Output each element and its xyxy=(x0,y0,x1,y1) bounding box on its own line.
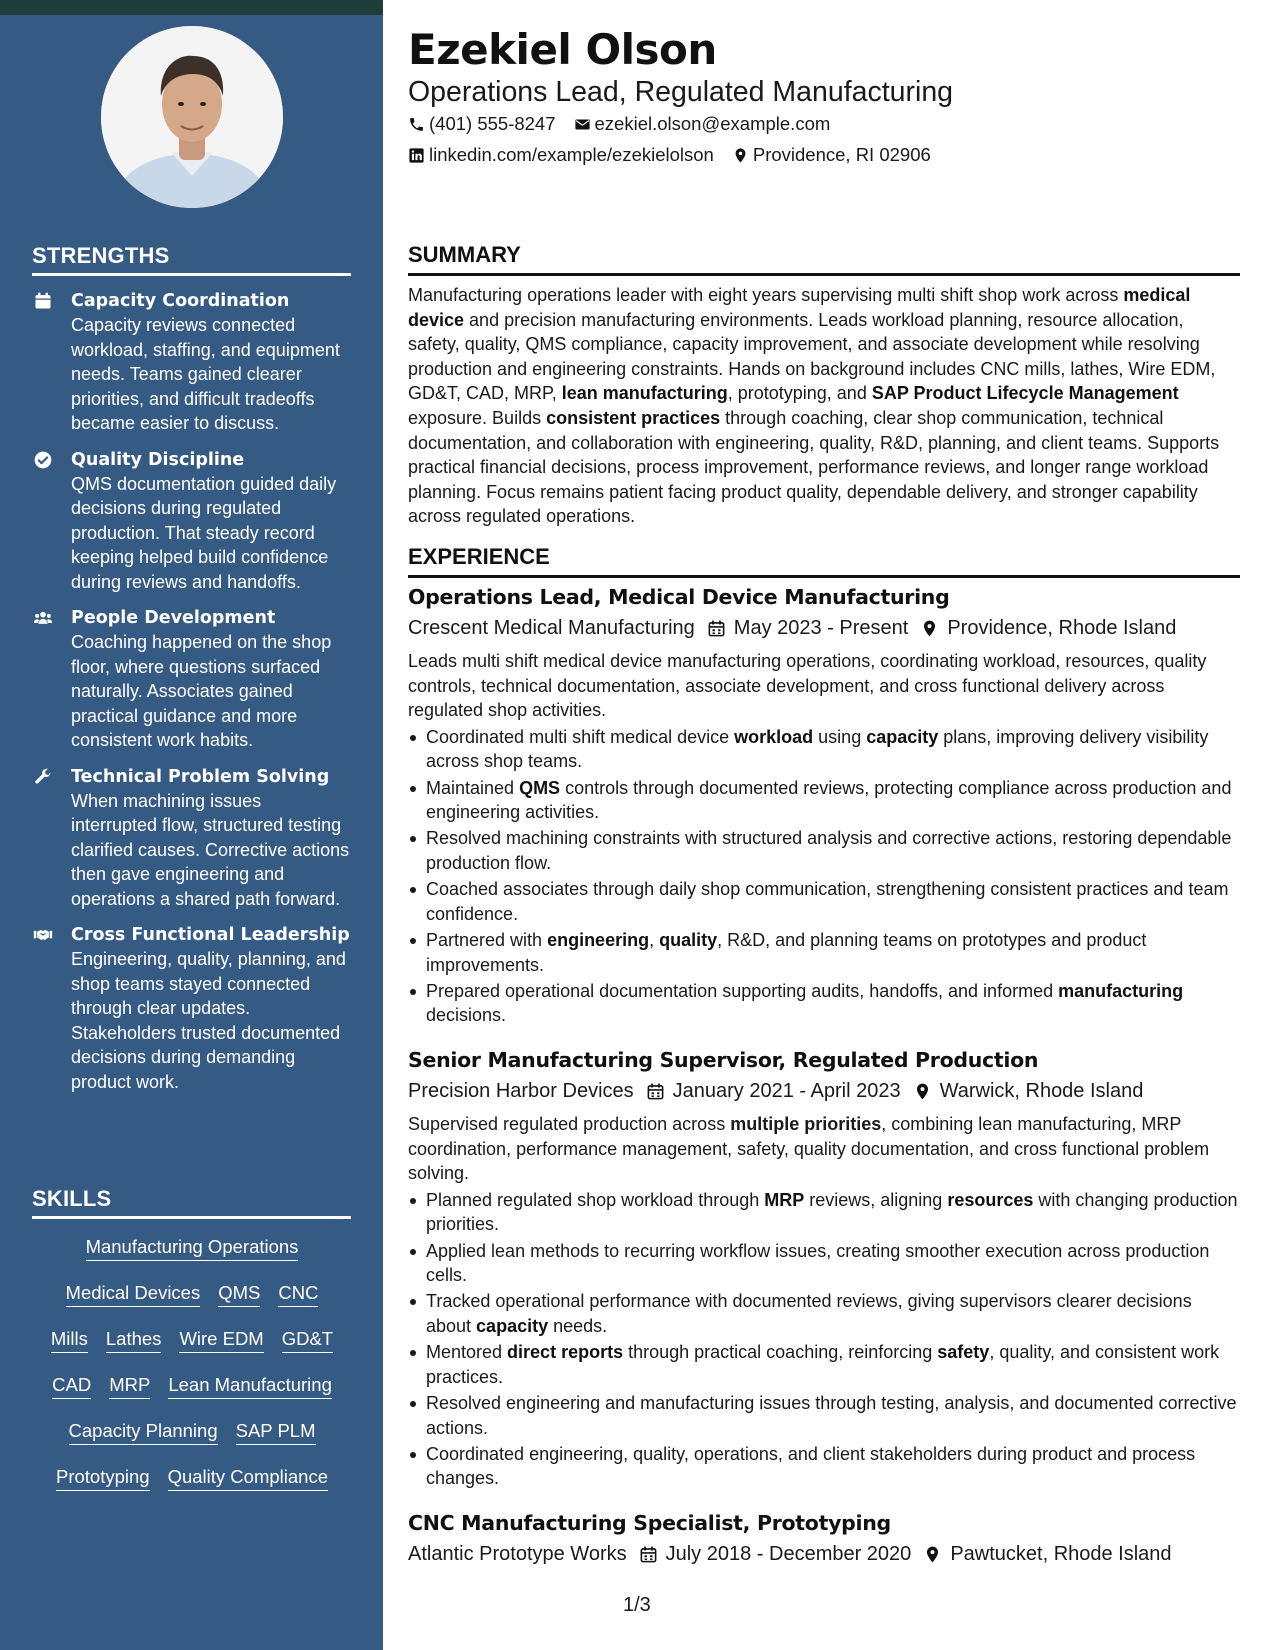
skills-row xyxy=(32,1235,352,1261)
skill-tag: Manufacturing Operations xyxy=(86,1235,299,1261)
text-run: Coached associates through daily shop communication, strengthening consistent practices and team confidence. xyxy=(426,879,1229,924)
text-run: reviews, aligning xyxy=(804,1189,948,1210)
text-run: Coordinated engineering, quality, operations, and client stakeholders during product and process changes. xyxy=(426,1443,1196,1489)
job-entry xyxy=(408,1509,1240,1569)
emphasis-text: direct reports xyxy=(507,1342,624,1363)
strength-item xyxy=(32,289,352,436)
contact-phone[interactable] xyxy=(408,112,556,136)
skill-tag: Capacity Planning xyxy=(69,1419,218,1445)
text-run: through coaching, clear shop communication, technical documentation, and collaboration with engineering, quality, R&D, planning, and client teams. Supports practical financial decisions, process improvement, performance reviews, and longer range workload planning. Focus remains patient facing product quality, dependable delivery, and stronger capability across regulated operations. xyxy=(408,407,1220,527)
skill-tag: Quality Compliance xyxy=(168,1465,328,1491)
bullet-item xyxy=(408,1239,1240,1288)
strength-title: Cross Functional Leadership xyxy=(71,925,350,945)
emphasis-text: engineering xyxy=(547,929,650,950)
emphasis-text: workload xyxy=(734,726,814,747)
contact-location xyxy=(732,143,931,167)
job-description xyxy=(408,1112,1240,1186)
text-run: , quality, and consistent work practices. xyxy=(426,1342,1220,1387)
emphasis-text: capacity xyxy=(476,1315,549,1336)
strength-title: People Development xyxy=(71,608,276,628)
skills-row xyxy=(32,1281,352,1307)
job-title: Operations Lead, Medical Device Manufacturing xyxy=(408,585,950,609)
emphasis-text: medical device xyxy=(408,285,1191,330)
envelope-icon xyxy=(574,116,591,133)
text-run: Tracked operational performance with documented reviews, giving supervisors clearer decisions about xyxy=(426,1291,1192,1336)
job-entry xyxy=(408,583,1240,1029)
job-description xyxy=(408,649,1240,723)
job-dates: July 2018 - December 2020 xyxy=(665,1543,912,1565)
emphasis-text: SAP Product Lifecycle Management xyxy=(871,383,1179,404)
text-run: Supervised regulated production across xyxy=(408,1114,731,1134)
skills-row xyxy=(32,1373,352,1399)
profile-photo xyxy=(101,26,283,208)
sidebar-top-accent xyxy=(0,0,383,15)
text-run: , prototyping, and xyxy=(727,383,872,404)
skill-tag: Prototyping xyxy=(56,1465,150,1491)
summary-text xyxy=(408,283,1240,529)
text-run: and precision manufacturing environments. Leads workload planning, resource allocation, safety, quality, QMS compliance, capacity improvement, and associate development while resolving production and engineering constraints. Hands on background includes CNC mills, lathes, Wire EDM, GD&T, CAD, MRP, xyxy=(408,309,1216,404)
emphasis-text: multiple priorities xyxy=(730,1114,882,1134)
emphasis-text: capacity xyxy=(866,726,939,747)
bullet-item xyxy=(408,979,1240,1028)
strength-title: Technical Problem Solving xyxy=(71,766,330,787)
job-meta xyxy=(408,1539,1240,1569)
strength-title: Capacity Coordination xyxy=(71,291,290,311)
strength-title: Quality Discipline xyxy=(71,449,245,470)
location-icon-wrap xyxy=(923,1545,942,1564)
text-run: decisions. xyxy=(426,1005,507,1026)
calendar-icon xyxy=(707,619,726,638)
bullet-item xyxy=(408,1188,1240,1237)
map-pin-icon xyxy=(923,1545,942,1564)
job-bullets xyxy=(408,725,1240,1028)
date-icon-wrap xyxy=(646,1082,665,1101)
email-text: ezekiel.olson@example.com xyxy=(594,113,831,134)
job-meta xyxy=(408,1076,1240,1106)
strength-item xyxy=(32,923,352,1094)
emphasis-text: manufacturing xyxy=(1058,980,1184,1001)
skills-row xyxy=(32,1465,352,1491)
strength-item xyxy=(32,448,352,595)
text-run: Maintained xyxy=(426,777,520,798)
contact-email[interactable] xyxy=(574,112,831,136)
company-name: Precision Harbor Devices xyxy=(408,1080,634,1102)
emphasis-text: resources xyxy=(947,1189,1034,1210)
bullet-item xyxy=(408,725,1240,774)
skill-tag: GD&T xyxy=(282,1327,333,1353)
skill-tag: Lathes xyxy=(106,1327,162,1353)
check-circle-icon xyxy=(32,450,54,470)
text-run: Resolved engineering and manufacturing issues through testing, analysis, and documented corrective actions. xyxy=(426,1392,1237,1438)
bullet-item xyxy=(408,1442,1240,1491)
skill-tag: CNC xyxy=(278,1281,318,1307)
job-location: Pawtucket, Rhode Island xyxy=(950,1543,1172,1565)
bullet-item xyxy=(408,1391,1240,1440)
skills-heading: SKILLS xyxy=(32,1186,351,1219)
text-run: , xyxy=(649,929,660,950)
phone-icon xyxy=(408,116,425,133)
calendar-icon xyxy=(639,1545,658,1564)
date-icon-wrap xyxy=(707,619,726,638)
contact-linkedin[interactable] xyxy=(408,143,714,167)
contact-row-2 xyxy=(408,143,931,167)
text-run: controls through documented reviews, protecting compliance across production and engineering activities. xyxy=(426,777,1232,823)
bullet-item xyxy=(408,1340,1240,1389)
date-icon-wrap xyxy=(639,1545,658,1564)
strength-item xyxy=(32,765,352,912)
text-run: Prepared operational documentation supporting audits, handoffs, and informed xyxy=(426,980,1059,1001)
text-run: Coordinated multi shift medical device xyxy=(426,726,735,747)
map-pin-icon xyxy=(732,147,749,164)
candidate-name: Ezekiel Olson xyxy=(408,25,717,74)
skills-row xyxy=(32,1419,352,1445)
text-run: Planned regulated shop workload through xyxy=(426,1189,765,1210)
text-run: , combining lean manufacturing, MRP coordination, performance management, safety, quality documentation, and cross functional problem solving. xyxy=(408,1114,1210,1184)
text-run: Applied lean methods to recurring workflow issues, creating smoother execution across production cells. xyxy=(426,1240,1210,1286)
emphasis-text: consistent practices xyxy=(546,407,721,428)
map-pin-icon xyxy=(920,619,939,638)
job-bullets xyxy=(408,1188,1240,1491)
text-run: Resolved machining constraints with structured analysis and corrective actions, restoring dependable production flow. xyxy=(426,828,1232,873)
text-run: with changing production priorities. xyxy=(426,1189,1238,1235)
emphasis-text: quality xyxy=(659,929,718,950)
strength-description: When machining issues interrupted flow, structured testing clarified causes. Corrective actions then gave engineering and operations a shared path forward. xyxy=(71,790,350,909)
emphasis-text: lean manufacturing xyxy=(561,383,728,404)
handshake-icon xyxy=(32,925,54,945)
text-run: exposure. Builds xyxy=(408,407,547,428)
company-name: Atlantic Prototype Works xyxy=(408,1543,627,1565)
company-name: Crescent Medical Manufacturing xyxy=(408,617,695,639)
linkedin-text: linkedin.com/example/ezekielolson xyxy=(429,144,714,165)
wrench-icon xyxy=(32,767,54,787)
experience-heading: EXPERIENCE xyxy=(408,543,1240,578)
emphasis-text: safety xyxy=(937,1342,990,1363)
text-run: needs. xyxy=(548,1315,608,1336)
job-location: Providence, Rhode Island xyxy=(947,617,1177,639)
page-number: 1/3 xyxy=(623,1594,651,1616)
strength-description: QMS documentation guided daily decisions during regulated production. That steady record keeping helped build confidence during reviews and handoffs. xyxy=(71,473,337,592)
bullet-item xyxy=(408,928,1240,977)
strength-description: Capacity reviews connected workload, staffing, and equipment needs. Teams gained clearer priorities, and difficult tradeoffs became easier to discuss. xyxy=(71,315,340,433)
bullet-item xyxy=(408,1289,1240,1338)
job-entry xyxy=(408,1046,1240,1492)
job-location: Warwick, Rhode Island xyxy=(939,1080,1144,1102)
skills-row xyxy=(32,1327,352,1353)
calendar-icon xyxy=(646,1082,665,1101)
text-run: , R&D, and planning teams on prototypes and product improvements. xyxy=(426,929,1147,975)
emphasis-text: MRP xyxy=(764,1189,805,1210)
skill-tag: SAP PLM xyxy=(236,1419,316,1445)
location-icon-wrap xyxy=(920,619,939,638)
skill-tag: Lean Manufacturing xyxy=(168,1373,332,1399)
job-title: CNC Manufacturing Specialist, Prototyping xyxy=(408,1511,891,1535)
job-title: Senior Manufacturing Supervisor, Regulated Production xyxy=(408,1048,1039,1072)
skills-list xyxy=(32,1235,352,1511)
emphasis-text: QMS xyxy=(519,777,561,798)
bullet-item xyxy=(408,877,1240,926)
text-run: through practical coaching, reinforcing xyxy=(623,1342,938,1363)
linkedin-icon xyxy=(408,147,425,164)
strengths-list xyxy=(32,289,352,1106)
strength-item xyxy=(32,606,352,753)
map-pin-icon xyxy=(913,1082,932,1101)
skill-tag: Mills xyxy=(51,1327,88,1353)
bullet-item xyxy=(408,776,1240,825)
candidate-role: Operations Lead, Regulated Manufacturing xyxy=(408,76,954,108)
skill-tag: Medical Devices xyxy=(66,1281,201,1307)
bullet-item xyxy=(408,826,1240,875)
job-meta xyxy=(408,613,1240,643)
text-run: Partnered with xyxy=(426,929,548,950)
text-run: plans, improving delivery visibility across shop teams. xyxy=(426,726,1209,772)
users-icon xyxy=(32,608,54,628)
text-run: using xyxy=(813,726,867,747)
skill-tag: QMS xyxy=(218,1281,260,1307)
job-dates: January 2021 - April 2023 xyxy=(672,1080,901,1102)
phone-text: (401) 555-8247 xyxy=(429,113,556,134)
skill-tag: CAD xyxy=(52,1373,91,1399)
text-run: Leads multi shift medical device manufacturing operations, coordinating workload, resources, quality controls, technical documentation, associate development, and cross functional delivery across regulated shop activities. xyxy=(408,651,1207,721)
text-run: Manufacturing operations leader with eight years supervising multi shift shop work across xyxy=(408,285,1124,305)
calendar-icon xyxy=(32,291,54,311)
skill-tag: MRP xyxy=(109,1373,150,1399)
strength-description: Engineering, quality, planning, and shop teams stayed connected through clear updates. Stakeholders trusted documented decisions during demanding product work. xyxy=(71,949,346,1092)
strengths-heading: STRENGTHS xyxy=(32,243,351,276)
summary-heading: SUMMARY xyxy=(408,241,1240,276)
text-run: Mentored xyxy=(426,1342,508,1363)
contact-row-1 xyxy=(408,112,830,136)
job-dates: May 2023 - Present xyxy=(733,617,909,639)
location-text: Providence, RI 02906 xyxy=(752,144,931,165)
strength-description: Coaching happened on the shop floor, where questions surfaced naturally. Associates gained practical guidance and more consistent work habits. xyxy=(71,632,332,750)
location-icon-wrap xyxy=(913,1082,932,1101)
skill-tag: Wire EDM xyxy=(179,1327,263,1353)
